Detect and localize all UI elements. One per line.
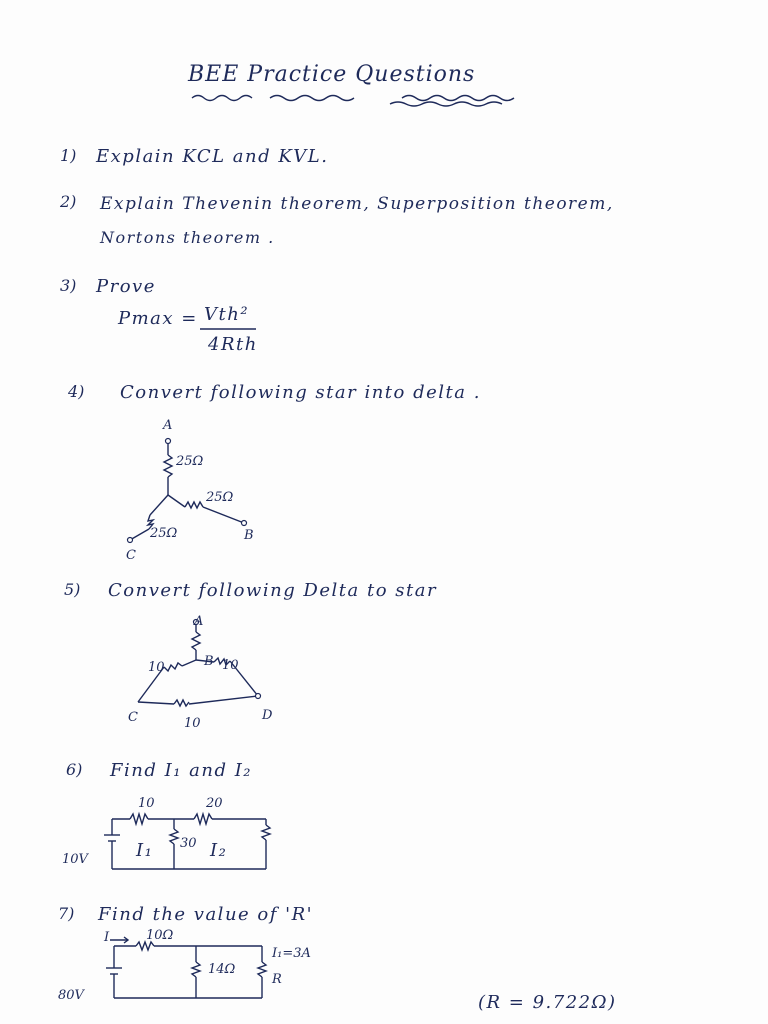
mesh-loop-2-label: I₂: [210, 840, 228, 861]
delta-node-b: B: [204, 654, 214, 669]
question-7-text: Find the value of 'R': [98, 904, 314, 925]
delta-node-c: C: [128, 710, 138, 725]
delta-resistor-bottom-label: 10: [184, 716, 201, 731]
mesh-resistor-3-label: 30: [180, 836, 197, 851]
delta-node-d: D: [262, 708, 273, 723]
network-source-label: 80V: [58, 988, 84, 1003]
question-2-text: Explain Thevenin theorem, Superposition theorem,: [100, 194, 614, 214]
network-resistor-1-label: 10Ω: [146, 928, 174, 943]
network-branch-current-label: I₁=3A: [272, 946, 311, 961]
star-resistor-a-label: 25Ω: [176, 454, 204, 469]
fraction-bar: [200, 328, 260, 332]
network-resistor-2-label: 14Ω: [208, 962, 236, 977]
formula-lhs: Pmax =: [118, 308, 198, 329]
page-title: BEE Practice Questions: [188, 62, 476, 87]
delta-resistor-right-label: 10: [222, 658, 239, 673]
formula-denominator: 4Rth: [208, 334, 258, 355]
network-current-label: I: [104, 930, 110, 945]
question-4-text: Convert following star into delta .: [120, 382, 481, 403]
question-5-number: 5): [64, 580, 81, 599]
question-1-text: Explain KCL and KVL.: [96, 146, 329, 167]
question-6-text: Find I₁ and I₂: [110, 760, 253, 781]
network-resistor-r-label: R: [272, 972, 282, 987]
star-node-b: B: [244, 528, 254, 543]
star-network-diagram: [110, 415, 290, 565]
formula-numerator: Vth²: [204, 304, 250, 325]
star-resistor-c-label: 25Ω: [150, 526, 178, 541]
delta-resistor-left-label: 10: [148, 660, 165, 675]
star-node-a: A: [163, 418, 173, 433]
question-1-number: 1): [60, 146, 77, 165]
question-5-text: Convert following Delta to star: [108, 580, 438, 601]
question-3-text: Prove: [96, 276, 156, 297]
question-4-number: 4): [68, 382, 85, 401]
mesh-resistor-2-label: 20: [206, 796, 223, 811]
question-2-text-continued: Nortons theorem .: [100, 228, 275, 247]
question-7-number: 7): [58, 904, 75, 923]
mesh-source-label: 10V: [62, 852, 88, 867]
title-underline-squiggle: [190, 92, 520, 108]
resistor-network-diagram: [100, 940, 290, 1005]
question-3-number: 3): [60, 276, 77, 295]
star-node-c: C: [126, 548, 136, 563]
question-7-answer: (R = 9.722Ω): [478, 992, 617, 1013]
mesh-loop-1-label: I₁: [136, 840, 154, 861]
question-2-number: 2): [60, 192, 77, 211]
star-resistor-b-label: 25Ω: [206, 490, 234, 505]
delta-node-a: A: [194, 614, 204, 629]
question-6-number: 6): [66, 760, 83, 779]
mesh-resistor-1-label: 10: [138, 796, 155, 811]
